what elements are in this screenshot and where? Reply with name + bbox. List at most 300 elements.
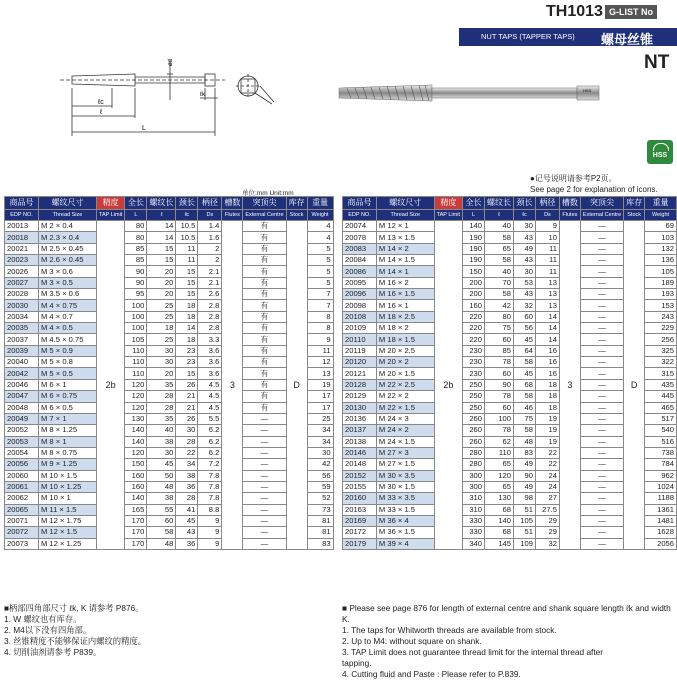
table-row <box>5 538 334 549</box>
thread-size-cell: M 9 × 1.25 <box>39 459 97 470</box>
weight-cell: 7 <box>307 300 333 311</box>
note-line: 2. Up to M4: without square on shank. <box>342 636 482 646</box>
neck-length-cell: 23 <box>176 345 198 356</box>
shank-dia-cell: 5.5 <box>198 413 222 424</box>
weight-cell: 738 <box>645 447 677 458</box>
thread-length-cell: 15 <box>147 255 176 266</box>
table-row <box>5 425 334 436</box>
external-centre-cell: — <box>580 459 623 470</box>
edp-cell: 20109 <box>343 323 377 334</box>
edp-cell: 20056 <box>5 459 39 470</box>
edp-cell: 20046 <box>5 379 39 390</box>
col-edp: 商品号 <box>343 197 377 210</box>
note-line: ■柄部四角部尺寸 ℓk, K 请参考 P876。 <box>4 603 144 613</box>
thread-size-cell: M 12 × 1.75 <box>39 515 97 526</box>
col-lc-en: ℓc <box>513 210 535 221</box>
table-row <box>5 357 334 368</box>
neck-length-cell: 49 <box>513 243 535 254</box>
shank-dia-cell: 14 <box>535 311 559 322</box>
tap-photo <box>337 80 607 106</box>
col-lc: 颈长 <box>513 197 535 210</box>
external-centre-cell: — <box>580 357 623 368</box>
edp-cell: 20148 <box>343 459 377 470</box>
table-row <box>5 221 334 232</box>
thread-length-cell: 60 <box>484 402 513 413</box>
icon-note <box>530 173 658 195</box>
length-cell: 120 <box>125 391 147 402</box>
notes-en <box>342 603 677 680</box>
weight-cell: 81 <box>307 515 333 526</box>
neck-length-cell: 98 <box>513 493 535 504</box>
stock-cell: D <box>624 221 645 550</box>
thread-length-cell: 28 <box>147 402 176 413</box>
edp-cell: 20027 <box>5 277 39 288</box>
thread-size-cell: M 10 × 1.25 <box>39 481 97 492</box>
weight-cell: 540 <box>645 425 677 436</box>
thread-length-cell: 60 <box>484 368 513 379</box>
length-cell: 220 <box>463 334 485 345</box>
length-cell: 190 <box>463 243 485 254</box>
col-ec-en: External Centre <box>243 210 286 221</box>
thread-length-cell: 25 <box>147 311 176 322</box>
col-weight-en: Weight <box>307 210 333 221</box>
edp-cell: 20018 <box>5 232 39 243</box>
thread-length-cell: 62 <box>484 436 513 447</box>
col-ec-en: External Centre <box>580 210 623 221</box>
edp-cell: 20121 <box>343 368 377 379</box>
weight-cell: 229 <box>645 323 677 334</box>
weight-cell: 325 <box>645 345 677 356</box>
weight-cell: 19 <box>307 379 333 390</box>
neck-length-cell: 45 <box>176 515 198 526</box>
edp-cell: 20137 <box>343 425 377 436</box>
weight-cell: 69 <box>645 221 677 232</box>
weight-cell: 105 <box>645 266 677 277</box>
edp-cell: 20072 <box>5 527 39 538</box>
neck-length-cell: 56 <box>513 323 535 334</box>
weight-cell: 12 <box>307 357 333 368</box>
col-l: 螺纹长 <box>147 197 176 210</box>
edp-cell: 20071 <box>5 515 39 526</box>
col-tol: 精度 <box>97 197 125 210</box>
neck-length-cell: 21 <box>176 391 198 402</box>
edp-cell: 20073 <box>5 538 39 549</box>
neck-length-cell: 58 <box>513 357 535 368</box>
shank-dia-cell: 9 <box>198 527 222 538</box>
length-cell: 260 <box>463 413 485 424</box>
thread-size-cell: M 7 × 1 <box>39 413 97 424</box>
edp-cell: 20013 <box>5 221 39 232</box>
thread-size-cell: M 24 × 3 <box>376 413 434 424</box>
thread-size-cell: M 20 × 2 <box>376 357 434 368</box>
external-centre-cell: 有 <box>243 221 286 232</box>
edp-cell: 20146 <box>343 447 377 458</box>
edp-cell: 20169 <box>343 515 377 526</box>
external-centre-cell: — <box>243 538 286 549</box>
thread-length-cell: 40 <box>147 425 176 436</box>
weight-cell: 2056 <box>645 538 677 549</box>
length-cell: 100 <box>125 323 147 334</box>
edp-cell: 20084 <box>343 255 377 266</box>
length-cell: 165 <box>125 504 147 515</box>
external-centre-cell: — <box>580 447 623 458</box>
length-cell: 310 <box>463 493 485 504</box>
col-weight-en: Weight <box>645 210 677 221</box>
weight-cell: 784 <box>645 459 677 470</box>
edp-cell: 20039 <box>5 345 39 356</box>
thread-size-cell: M 5 × 0.9 <box>39 345 97 356</box>
table-row <box>5 470 334 481</box>
shank-dia-cell: 14 <box>535 323 559 334</box>
edp-cell: 20172 <box>343 527 377 538</box>
shank-dia-cell: 11 <box>535 266 559 277</box>
notes-cn <box>4 603 146 658</box>
shank-dia-cell: 1.4 <box>198 221 222 232</box>
thread-length-cell: 30 <box>147 345 176 356</box>
table-row <box>5 243 334 254</box>
table-row <box>5 300 334 311</box>
length-cell: 90 <box>125 277 147 288</box>
col-edp-en: EDP NO. <box>5 210 39 221</box>
page-title: TH1013 <box>546 3 603 20</box>
thread-length-cell: 65 <box>484 243 513 254</box>
thread-size-cell: M 22 × 2 <box>376 391 434 402</box>
dim-k-label: ℓk <box>200 92 205 98</box>
shank-dia-cell: 4.5 <box>198 379 222 390</box>
length-cell: 260 <box>463 436 485 447</box>
note-line: 4. Cutting fluid and Paste : Please refer to P.839. <box>342 669 521 679</box>
weight-cell: 52 <box>307 493 333 504</box>
shank-dia-cell: 2.8 <box>198 311 222 322</box>
length-cell: 150 <box>463 266 485 277</box>
external-centre-cell: — <box>243 447 286 458</box>
edp-cell: 20037 <box>5 334 39 345</box>
thread-size-cell: M 4.5 × 0.75 <box>39 334 97 345</box>
thread-length-cell: 25 <box>147 300 176 311</box>
weight-cell: 34 <box>307 425 333 436</box>
note-line: 1. The taps for Whitworth threads are available from stock. <box>342 625 557 635</box>
table-row <box>5 345 334 356</box>
hss-badge: HSS <box>647 140 673 164</box>
length-cell: 120 <box>125 402 147 413</box>
col-ds-en: Ds <box>535 210 559 221</box>
col-flutes: 槽数 <box>559 197 580 210</box>
thread-size-cell: M 16 × 1 <box>376 300 434 311</box>
col-lc-en: ℓc <box>176 210 198 221</box>
col-L: 全长 <box>463 197 485 210</box>
neck-length-cell: 43 <box>513 289 535 300</box>
shank-dia-cell: 13 <box>535 277 559 288</box>
neck-length-cell: 11 <box>176 255 198 266</box>
thread-length-cell: 38 <box>147 436 176 447</box>
note-line: ■ Please see page 876 for length of external centre and shank square length ℓk and width K. <box>342 603 671 624</box>
edp-cell: 20034 <box>5 311 39 322</box>
icon-note-cn: ●记号说明请参考P2页。 <box>530 174 617 183</box>
neck-length-cell: 34 <box>176 459 198 470</box>
weight-cell: 34 <box>307 436 333 447</box>
neck-length-cell: 45 <box>513 334 535 345</box>
thread-size-cell: M 8 × 1.25 <box>39 425 97 436</box>
external-centre-cell: — <box>243 527 286 538</box>
weight-cell: 516 <box>645 436 677 447</box>
external-centre-cell: — <box>243 425 286 436</box>
col-tol-en: TAP Limit <box>434 210 462 221</box>
col-edp-en: EDP NO. <box>343 210 377 221</box>
thread-size-cell: M 27 × 1.5 <box>376 459 434 470</box>
edp-cell: 20023 <box>5 255 39 266</box>
external-centre-cell: 有 <box>243 311 286 322</box>
col-L-en: L <box>125 210 147 221</box>
thread-size-cell: M 33 × 3.5 <box>376 493 434 504</box>
shank-dia-cell: 13 <box>535 300 559 311</box>
weight-cell: 13 <box>307 368 333 379</box>
table-row <box>5 334 334 345</box>
weight-cell: 11 <box>307 345 333 356</box>
neck-length-cell: 36 <box>176 538 198 549</box>
external-centre-cell: — <box>580 243 623 254</box>
weight-cell: 42 <box>307 459 333 470</box>
length-cell: 280 <box>463 459 485 470</box>
thread-size-cell: M 12 × 1.5 <box>39 527 97 538</box>
table-row <box>5 527 334 538</box>
neck-length-cell: 48 <box>513 436 535 447</box>
thread-size-cell: M 36 × 1.5 <box>376 527 434 538</box>
neck-length-cell: 26 <box>176 379 198 390</box>
table-row <box>5 493 334 504</box>
thread-length-cell: 60 <box>484 334 513 345</box>
table-row <box>5 413 334 424</box>
neck-length-cell: 15 <box>176 289 198 300</box>
external-centre-cell: — <box>580 527 623 538</box>
thread-size-cell: M 16 × 1.5 <box>376 289 434 300</box>
col-flutes-en: Flutes <box>222 210 243 221</box>
weight-cell: 517 <box>645 413 677 424</box>
shank-dia-cell: 22 <box>535 447 559 458</box>
thread-size-cell: M 14 × 1.5 <box>376 255 434 266</box>
edp-cell: 20163 <box>343 504 377 515</box>
length-cell: 220 <box>463 323 485 334</box>
thread-size-cell: M 4 × 0.5 <box>39 323 97 334</box>
external-centre-cell: — <box>243 481 286 492</box>
thread-size-cell: M 4 × 0.75 <box>39 300 97 311</box>
thread-length-cell: 78 <box>484 425 513 436</box>
external-centre-cell: — <box>580 334 623 345</box>
shank-dia-cell: 16 <box>535 368 559 379</box>
edp-cell: 20049 <box>5 413 39 424</box>
external-centre-cell: — <box>580 481 623 492</box>
thread-size-cell: M 20 × 1.5 <box>376 368 434 379</box>
weight-cell: 5 <box>307 277 333 288</box>
note-line: 1. W 螺纹也有库存。 <box>4 614 82 624</box>
col-weight: 重量 <box>307 197 333 210</box>
weight-cell: 59 <box>307 481 333 492</box>
shank-dia-cell: 7.8 <box>198 470 222 481</box>
length-cell: 120 <box>125 379 147 390</box>
thread-length-cell: 35 <box>147 413 176 424</box>
shank-dia-cell: 3.6 <box>198 345 222 356</box>
neck-length-cell: 26 <box>176 413 198 424</box>
thread-length-cell: 20 <box>147 368 176 379</box>
col-ds: 柄径 <box>198 197 222 210</box>
shank-dia-cell: 29 <box>535 515 559 526</box>
length-cell: 85 <box>125 243 147 254</box>
thread-size-cell: M 13 × 1.5 <box>376 232 434 243</box>
edp-cell: 20030 <box>5 300 39 311</box>
external-centre-cell: — <box>243 413 286 424</box>
col-size-en: Thread Size <box>39 210 97 221</box>
neck-length-cell: 18 <box>176 334 198 345</box>
external-centre-cell: — <box>243 459 286 470</box>
external-centre-cell: 有 <box>243 232 286 243</box>
shank-dia-cell: 3.6 <box>198 368 222 379</box>
thread-length-cell: 50 <box>147 470 176 481</box>
external-centre-cell: 有 <box>243 300 286 311</box>
edp-cell: 20155 <box>343 481 377 492</box>
neck-length-cell: 53 <box>513 277 535 288</box>
length-cell: 250 <box>463 379 485 390</box>
subtitle-cn: 螺母丝锥 <box>601 32 654 47</box>
length-cell: 200 <box>463 277 485 288</box>
table-row <box>5 504 334 515</box>
thread-length-cell: 58 <box>484 255 513 266</box>
external-centre-cell: — <box>243 515 286 526</box>
length-cell: 260 <box>463 425 485 436</box>
neck-length-cell: 43 <box>513 232 535 243</box>
thread-size-cell: M 20 × 2.5 <box>376 345 434 356</box>
shank-dia-cell: 18 <box>535 391 559 402</box>
length-cell: 250 <box>463 402 485 413</box>
length-cell: 150 <box>125 459 147 470</box>
length-cell: 95 <box>125 289 147 300</box>
thread-length-cell: 75 <box>484 323 513 334</box>
thread-size-cell: M 4 × 0.7 <box>39 311 97 322</box>
neck-length-cell: 30 <box>176 425 198 436</box>
thread-length-cell: 20 <box>147 277 176 288</box>
external-centre-cell: — <box>580 323 623 334</box>
col-ec: 突顶尖 <box>580 197 623 210</box>
edp-cell: 20078 <box>343 232 377 243</box>
external-centre-cell: — <box>580 311 623 322</box>
neck-length-cell: 28 <box>176 493 198 504</box>
edp-cell: 20021 <box>5 243 39 254</box>
external-centre-cell: — <box>580 391 623 402</box>
neck-length-cell: 51 <box>513 504 535 515</box>
length-cell: 85 <box>125 255 147 266</box>
col-L: 全长 <box>125 197 147 210</box>
shank-dia-cell: 16 <box>535 345 559 356</box>
col-stock-en: Stock <box>624 210 645 221</box>
col-stock: 库存 <box>286 197 307 210</box>
shank-dia-cell: 6.2 <box>198 447 222 458</box>
external-centre-cell: — <box>580 266 623 277</box>
tap-limit-cell: 2b <box>97 221 125 550</box>
flutes-cell: 3 <box>222 221 243 550</box>
shank-dia-cell: 8.8 <box>198 504 222 515</box>
thread-size-cell: M 22 × 2.5 <box>376 379 434 390</box>
col-weight: 重量 <box>645 197 677 210</box>
length-cell: 170 <box>125 527 147 538</box>
external-centre-cell: 有 <box>243 334 286 345</box>
neck-length-cell: 30 <box>513 221 535 232</box>
stock-cell: D <box>286 221 307 550</box>
shank-dia-cell: 2.6 <box>198 289 222 300</box>
shank-dia-cell: 9 <box>198 538 222 549</box>
neck-length-cell: 60 <box>513 311 535 322</box>
edp-cell: 20129 <box>343 391 377 402</box>
shank-dia-cell: 7.8 <box>198 481 222 492</box>
spec-table-right <box>342 196 677 550</box>
thread-size-cell: M 3.5 × 0.6 <box>39 289 97 300</box>
neck-length-cell: 45 <box>513 368 535 379</box>
weight-cell: 132 <box>645 243 677 254</box>
col-tol-en: TAP Limit <box>97 210 125 221</box>
length-cell: 120 <box>125 447 147 458</box>
shank-dia-cell: 11 <box>535 243 559 254</box>
length-cell: 170 <box>125 515 147 526</box>
col-size-en: Thread Size <box>376 210 434 221</box>
neck-length-cell: 49 <box>513 481 535 492</box>
length-cell: 100 <box>125 311 147 322</box>
thread-size-cell: M 2 × 0.4 <box>39 221 97 232</box>
thread-size-cell: M 14 × 2 <box>376 243 434 254</box>
length-cell: 110 <box>125 345 147 356</box>
edp-cell: 20138 <box>343 436 377 447</box>
edp-cell: 20136 <box>343 413 377 424</box>
edp-cell: 20086 <box>343 266 377 277</box>
thread-length-cell: 48 <box>147 538 176 549</box>
external-centre-cell: — <box>580 413 623 424</box>
unit-label: 单位:mm Unit:mm <box>242 190 294 197</box>
flutes-cell: 3 <box>559 221 580 550</box>
note-line: 4. 切削油剂请参考 P839。 <box>4 647 102 657</box>
external-centre-cell: — <box>580 515 623 526</box>
external-centre-cell: — <box>243 493 286 504</box>
thread-length-cell: 68 <box>484 527 513 538</box>
thread-size-cell: M 24 × 1.5 <box>376 436 434 447</box>
length-cell: 160 <box>125 470 147 481</box>
length-cell: 280 <box>463 447 485 458</box>
thread-size-cell: M 11 × 1.5 <box>39 504 97 515</box>
col-ds-en: Ds <box>198 210 222 221</box>
thread-size-cell: M 2.3 × 0.4 <box>39 232 97 243</box>
weight-cell: 83 <box>307 538 333 549</box>
shank-dia-cell: 19 <box>535 413 559 424</box>
weight-cell: 9 <box>307 334 333 345</box>
neck-length-cell: 30 <box>513 266 535 277</box>
thread-size-cell: M 10 × 1 <box>39 493 97 504</box>
external-centre-cell: — <box>580 379 623 390</box>
table-row <box>5 459 334 470</box>
thread-size-cell: M 6 × 1 <box>39 379 97 390</box>
neck-length-cell: 15 <box>176 277 198 288</box>
external-centre-cell: — <box>580 277 623 288</box>
length-cell: 190 <box>463 232 485 243</box>
col-size: 螺纹尺寸 <box>39 197 97 210</box>
edp-cell: 20054 <box>5 447 39 458</box>
dim-lc-label: ℓc <box>98 99 104 106</box>
neck-length-cell: 10.5 <box>176 232 198 243</box>
shank-dia-cell: 2.8 <box>198 300 222 311</box>
thread-size-cell: M 33 × 1.5 <box>376 504 434 515</box>
length-cell: 140 <box>125 436 147 447</box>
tap-dimension-drawing <box>60 48 290 140</box>
neck-length-cell: 90 <box>513 470 535 481</box>
external-centre-cell: 有 <box>243 368 286 379</box>
shank-dia-cell: 4.5 <box>198 391 222 402</box>
edp-cell: 20040 <box>5 357 39 368</box>
thread-size-cell: M 39 × 4 <box>376 538 434 549</box>
thread-size-cell: M 30 × 3.5 <box>376 470 434 481</box>
